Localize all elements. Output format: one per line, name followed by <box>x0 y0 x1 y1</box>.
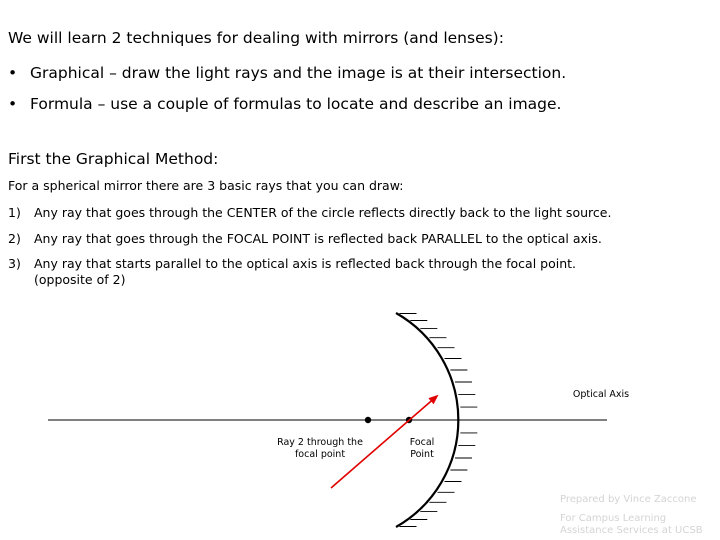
credit-prepared-by: Prepared by Vince Zaccone <box>560 494 697 505</box>
bullet-marker: • <box>8 64 18 82</box>
intro-text: We will learn 2 techniques for dealing with mirrors (and lenses): <box>8 29 504 47</box>
section-title: First the Graphical Method: <box>8 150 219 168</box>
ray-rule-number: 1) <box>8 205 21 220</box>
bullet-marker: • <box>8 95 18 113</box>
focal-point-label: Focal Point <box>409 437 435 460</box>
ray-rule-text: Any ray that goes through the FOCAL POINT is reflected back PARALLEL to the optical axis. <box>34 231 602 246</box>
credit-campus: For Campus Learning Assistance Services at UCSB <box>560 513 703 536</box>
ray-2-label: Ray 2 through the focal point <box>277 437 363 460</box>
ray-rule-number: 3) <box>8 256 21 271</box>
ray-rule-3-continuation: (opposite of 2) <box>34 272 126 287</box>
ray-rule-text: Any ray that goes through the CENTER of the circle reflects directly back to the light source. <box>34 205 612 220</box>
ray-rule-number: 2) <box>8 231 21 246</box>
bullet-graphical-text: Graphical – draw the light rays and the image is at their intersection. <box>30 64 567 82</box>
center-point <box>365 417 371 423</box>
optical-axis-label: Optical Axis <box>572 389 630 400</box>
ray-rule-text: Any ray that starts parallel to the optical axis is reflected back through the focal point. <box>34 256 576 271</box>
bullet-formula-text: Formula – use a couple of formulas to locate and describe an image. <box>30 95 562 113</box>
lead-text: For a spherical mirror there are 3 basic rays that you can draw: <box>8 178 404 193</box>
